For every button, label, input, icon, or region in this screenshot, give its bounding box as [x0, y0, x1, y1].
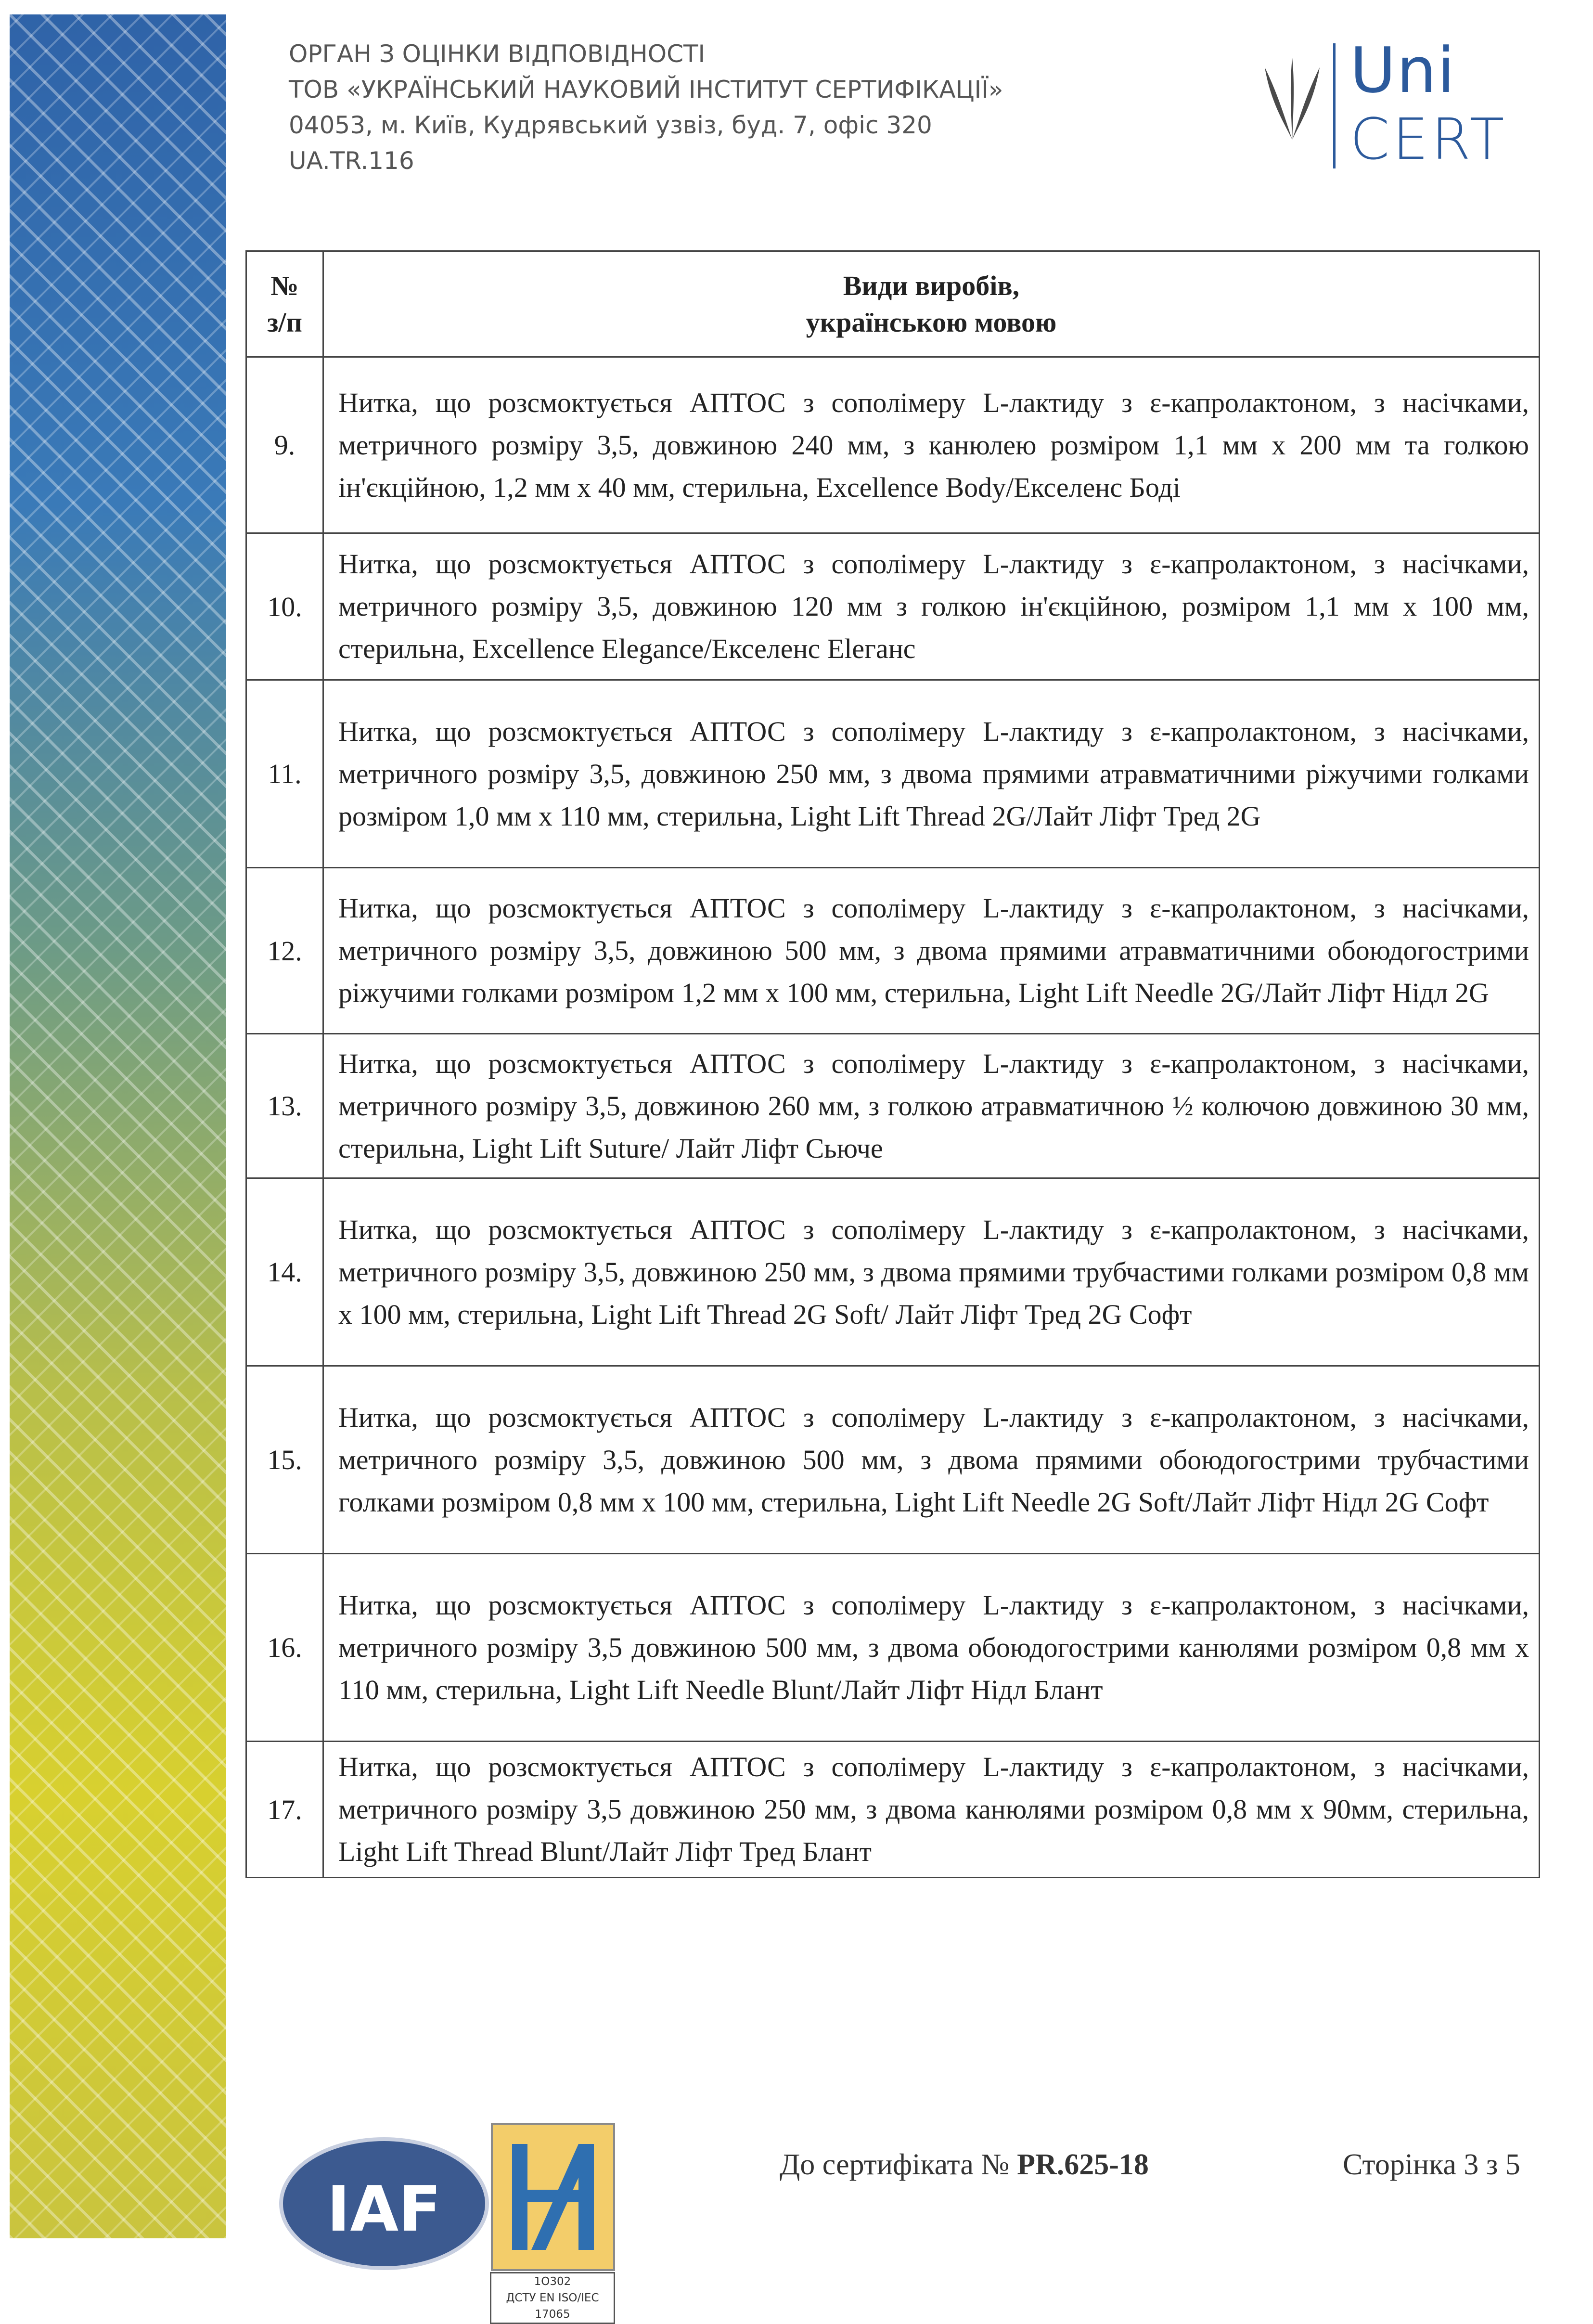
table-row [246, 1034, 1540, 1178]
row-description: Нитка, що розсмоктується АПТОС з сополімеру L-лактиду з ε-капролактоном, з насічками, метричного розміру 3,5, довжиною 120 мм з голкою ін'єкційною, розміром 1,1 мм х 100 мм, стерильна, Excellence Elegance/Екселенс Еleганс [323, 533, 1540, 680]
row-description: Нитка, що розсмоктується АПТОС з сополімеру L-лактиду з ε-капролактоном, з насічками, метричного розміру 3,5, довжиною 250 мм, з двома прямими атравматичними ріжучими голками розміром 1,0 мм х 110 мм, стерильна, Light Lift Thread 2G/Лайт Ліфт Тред 2G [323, 680, 1540, 868]
row-number: 14. [246, 1178, 323, 1366]
row-number: 12. [246, 868, 323, 1034]
row-number: 10. [246, 533, 323, 680]
row-description: Нитка, що розсмоктується АПТОС з сополімеру L-лактиду з ε-капролактоном, з насічками, метричного розміру 3,5 довжиною 500 мм, з двома обоюдогострими канюлями розміром 0,8 мм х 110 мм, стерильна, Light Lift Needle Blunt/Лайт Ліфт Нідл Блант [323, 1554, 1540, 1742]
row-description: Нитка, що розсмоктується АПТОС з сополімеру L-лактиду з ε-капролактоном, з насічками, метричного розміру 3,5, довжиною 250 мм, з двома прямими трубчастими голками розміром 0,8 мм х 100 мм, стерильна, Light Lift Thread 2G Soft/ Лайт Ліфт Тред 2G Софт [323, 1178, 1540, 1366]
header-number-symbol: № [270, 270, 299, 301]
accreditation-number: 1О302 [534, 2275, 571, 2288]
naau-accreditation-mark [491, 2123, 615, 2271]
certificate-reference [780, 2148, 1149, 2182]
table-row [246, 868, 1540, 1034]
table-row [246, 1366, 1540, 1554]
certificate-prefix: До сертифіката № [780, 2148, 1010, 2181]
table-row [246, 680, 1540, 868]
row-number: 15. [246, 1366, 323, 1554]
issuer-line-1: ОРГАН З ОЦІНКИ ВІДПОВІДНОСТІ [289, 40, 706, 68]
table-row [246, 1554, 1540, 1742]
row-description: Нитка, що розсмоктується АПТОС з сополімеру L-лактиду з ε-капролактоном, з насічками, метричного розміру 3,5, довжиною 240 мм, з канюлею розміром 1,1 мм х 200 мм та голкою ін'єкційною, 1,2 мм х 40 мм, стерильна, Excellence Body/Екселенс Боді [323, 357, 1540, 533]
header-number [246, 251, 323, 357]
header-description-line2: українською мовою [806, 306, 1057, 338]
row-description: Нитка, що розсмоктується АПТОС з сополімеру L-лактиду з ε-капролактоном, з насічками, метричного розміру 3,5 довжиною 250 мм, з двома канюлями розміром 0,8 мм х 90мм, стерильна, Light Lift Thread Blunt/Лайт Ліфт Тред Блант [323, 1742, 1540, 1878]
accreditation-standard: ДСТУ EN ISO/IEC 17065 [506, 2292, 599, 2321]
unicert-logo [1261, 34, 1511, 173]
logo-divider [1333, 43, 1336, 168]
header-number-abbr: з/п [267, 306, 302, 338]
iaf-badge [279, 2137, 489, 2270]
products-table-wrapper [245, 250, 1540, 1878]
issuer-header [289, 36, 1003, 179]
certificate-number: PR.625-18 [1017, 2148, 1149, 2181]
row-description: Нитка, що розсмоктується АПТОС з сополімеру L-лактиду з ε-капролактоном, з насічками, метричного розміру 3,5, довжиною 500 мм, з двома прямими обоюдогострими трубчастими голками розміром 0,8 мм х 100 мм, стерильна, Light Lift Needle 2G Soft/Лайт Ліфт Нідл 2G Софт [323, 1366, 1540, 1554]
header-description [323, 251, 1540, 357]
row-number: 13. [246, 1034, 323, 1178]
row-description: Нитка, що розсмоктується АПТОС з сополімеру L-лактиду з ε-капролактоном, з насічками, метричного розміру 3,5, довжиною 500 мм, з двома прямими атравматичними обоюдогострими ріжучими голками розміром 1,2 мм х 100 мм, стерильна, Light Lift Needle 2G/Лайт Ліфт Нідл 2G [323, 868, 1540, 1034]
row-number: 11. [246, 680, 323, 868]
issuer-line-2: ТОВ «УКРАЇНСЬКИЙ НАУКОВИЙ ІНСТИТУТ СЕРТИФІКАЦІЇ» [289, 76, 1003, 103]
products-table [245, 250, 1540, 1878]
naau-logo-icon [502, 2134, 604, 2259]
row-number: 9. [246, 357, 323, 533]
table-row [246, 1178, 1540, 1366]
logo-uni: Uni [1350, 34, 1456, 107]
trident-leaf-icon [1261, 48, 1323, 144]
row-description: Нитка, що розсмоктується АПТОС з сополімеру L-лактиду з ε-капролактоном, з насічками, метричного розміру 3,5, довжиною 260 мм, з голкою атравматичною ½ колючою довжиною 30 мм, стерильна, Light Lift Suture/ Лайт Ліфт Сьюче [323, 1034, 1540, 1178]
table-row [246, 357, 1540, 533]
row-number: 17. [246, 1742, 323, 1878]
accreditation-caption [490, 2272, 615, 2324]
decorative-side-stripe [10, 14, 226, 2238]
iaf-label: IAF [327, 2172, 441, 2246]
table-row [246, 533, 1540, 680]
table-row [246, 1742, 1540, 1878]
table-header-row [246, 251, 1540, 357]
logo-cert: CERT [1350, 106, 1507, 172]
header-description-line1: Види виробів, [843, 270, 1020, 301]
issuer-line-4: UA.TR.116 [289, 147, 414, 175]
page-number: Сторінка 3 з 5 [1343, 2148, 1520, 2181]
row-number: 16. [246, 1554, 323, 1742]
issuer-line-3: 04053, м. Київ, Кудрявський узвіз, буд. 7, офіс 320 [289, 111, 932, 139]
